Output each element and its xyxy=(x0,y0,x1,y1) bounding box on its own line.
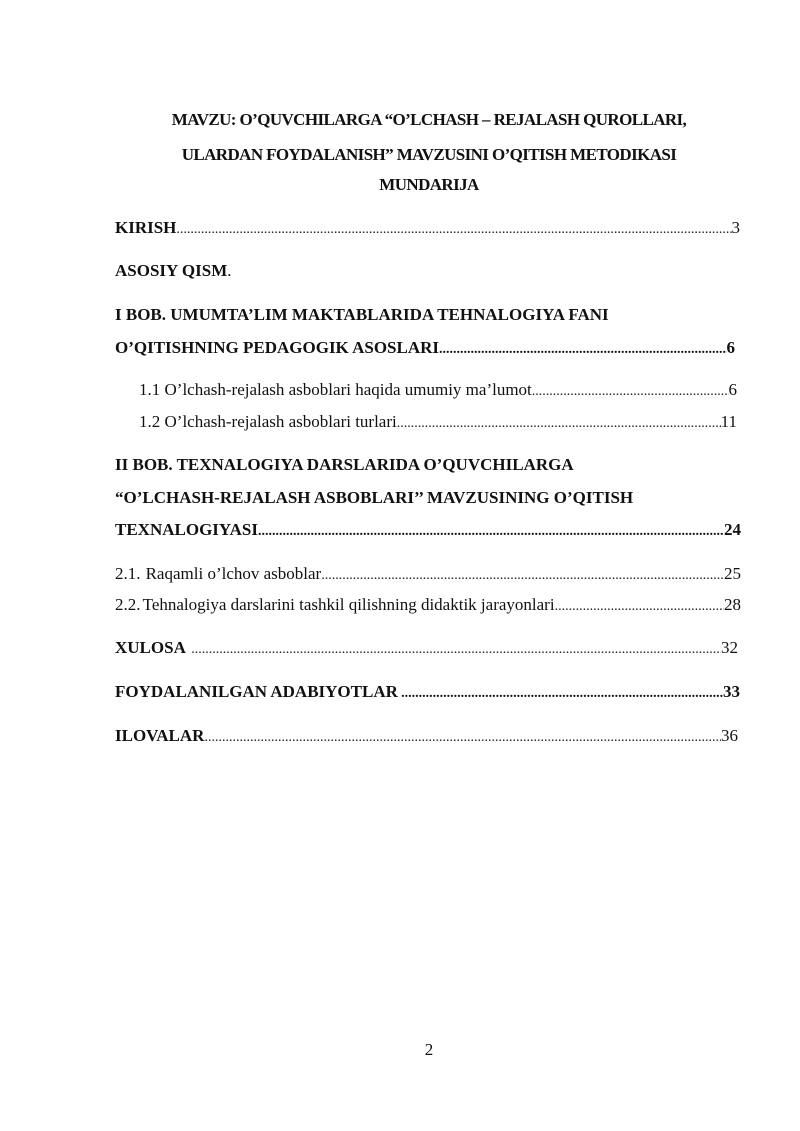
toc-entry-label: 1.1 O’lchash-rejalash asboblari haqida umumiy ma’lumot xyxy=(139,380,532,399)
document-title-line-2: ULARDAN FOYDALANISH” MAVZUSINI O’QITISH METODIKASI xyxy=(181,145,677,164)
toc-entry-page: 24 xyxy=(724,520,741,539)
toc-chapter-1-line-1: I BOB. UMUMTA’LIM MAKTABLARIDA TEHNALOGIYA FANI xyxy=(115,305,609,324)
dot-leader xyxy=(532,384,729,400)
toc-entry-page: 6 xyxy=(726,338,735,357)
toc-entry-page: 33 xyxy=(723,682,740,701)
toc-section-1-1[interactable] xyxy=(139,380,737,400)
dot-leader xyxy=(555,599,724,615)
toc-entry-label: XULOSA xyxy=(115,638,186,657)
toc-entry-foydalanilgan-adabiyotlar[interactable] xyxy=(115,682,740,702)
toc-entry-page: 36 xyxy=(721,726,738,745)
toc-entry-page: 6 xyxy=(728,380,737,399)
page-number: 2 xyxy=(424,1040,434,1059)
dot-leader xyxy=(397,416,721,432)
toc-entry-page: 32 xyxy=(721,638,738,657)
contents-heading: MUNDARIJA xyxy=(379,175,479,194)
toc-chapter-2[interactable] xyxy=(115,520,741,540)
toc-entry-label: ILOVALAR xyxy=(115,726,205,745)
dot-leader xyxy=(321,568,724,584)
toc-section-1-2[interactable] xyxy=(139,412,737,432)
toc-entry-label: TEXNALOGIYASI xyxy=(115,520,258,539)
dot-leader xyxy=(191,642,721,658)
toc-entry-page: 25 xyxy=(724,564,741,583)
toc-entry-label: KIRISH xyxy=(115,218,177,237)
dot-leader xyxy=(439,342,726,358)
document-title-line-1: MAVZU: O’QUVCHILARGA “O’LCHASH – REJALASH QUROLLARI, xyxy=(171,110,687,129)
toc-chapter-1[interactable] xyxy=(115,338,735,358)
dot-leader xyxy=(204,730,721,746)
toc-section-2-1[interactable] xyxy=(115,564,741,584)
toc-entry-page: 11 xyxy=(720,412,737,431)
toc-entry-number: 2.2. xyxy=(115,595,141,614)
toc-entry-page: 28 xyxy=(724,595,741,614)
toc-entry-ilovalar[interactable] xyxy=(115,726,738,746)
toc-entry-kirish[interactable] xyxy=(115,218,740,238)
toc-entry-label: O’QITISHNING PEDAGOGIK ASOSLARI xyxy=(115,338,440,357)
toc-entry-label: Tehnalogiya darslarini tashkil qilishning didaktik jarayonlari xyxy=(142,595,555,614)
toc-entry-asosiy-qism[interactable] xyxy=(115,261,232,281)
dot-leader xyxy=(401,686,723,702)
dot-leader xyxy=(176,222,731,238)
toc-entry-label: ASOSIY QISM xyxy=(115,261,228,280)
toc-entry-page: 3 xyxy=(731,218,740,237)
toc-chapter-2-line-1: II BOB. TEXNALOGIYA DARSLARIDA O’QUVCHILARGA xyxy=(115,455,574,474)
toc-section-2-2[interactable] xyxy=(115,595,741,615)
toc-entry-label: Raqamli o’lchov asboblar xyxy=(145,564,322,583)
dot-leader xyxy=(258,524,724,540)
toc-entry-label: 1.2 O’lchash-rejalash asboblari turlari xyxy=(139,412,397,431)
toc-chapter-2-line-2: “O’LCHASH-REJALASH ASBOBLARI’’ MAVZUSINING O’QITISH xyxy=(115,488,634,507)
toc-entry-label: FOYDALANILGAN ADABIYOTLAR xyxy=(115,682,398,701)
toc-entry-number: 2.1. xyxy=(115,564,141,583)
toc-entry-xulosa[interactable] xyxy=(115,638,738,658)
toc-entry-dot: . xyxy=(227,261,232,280)
